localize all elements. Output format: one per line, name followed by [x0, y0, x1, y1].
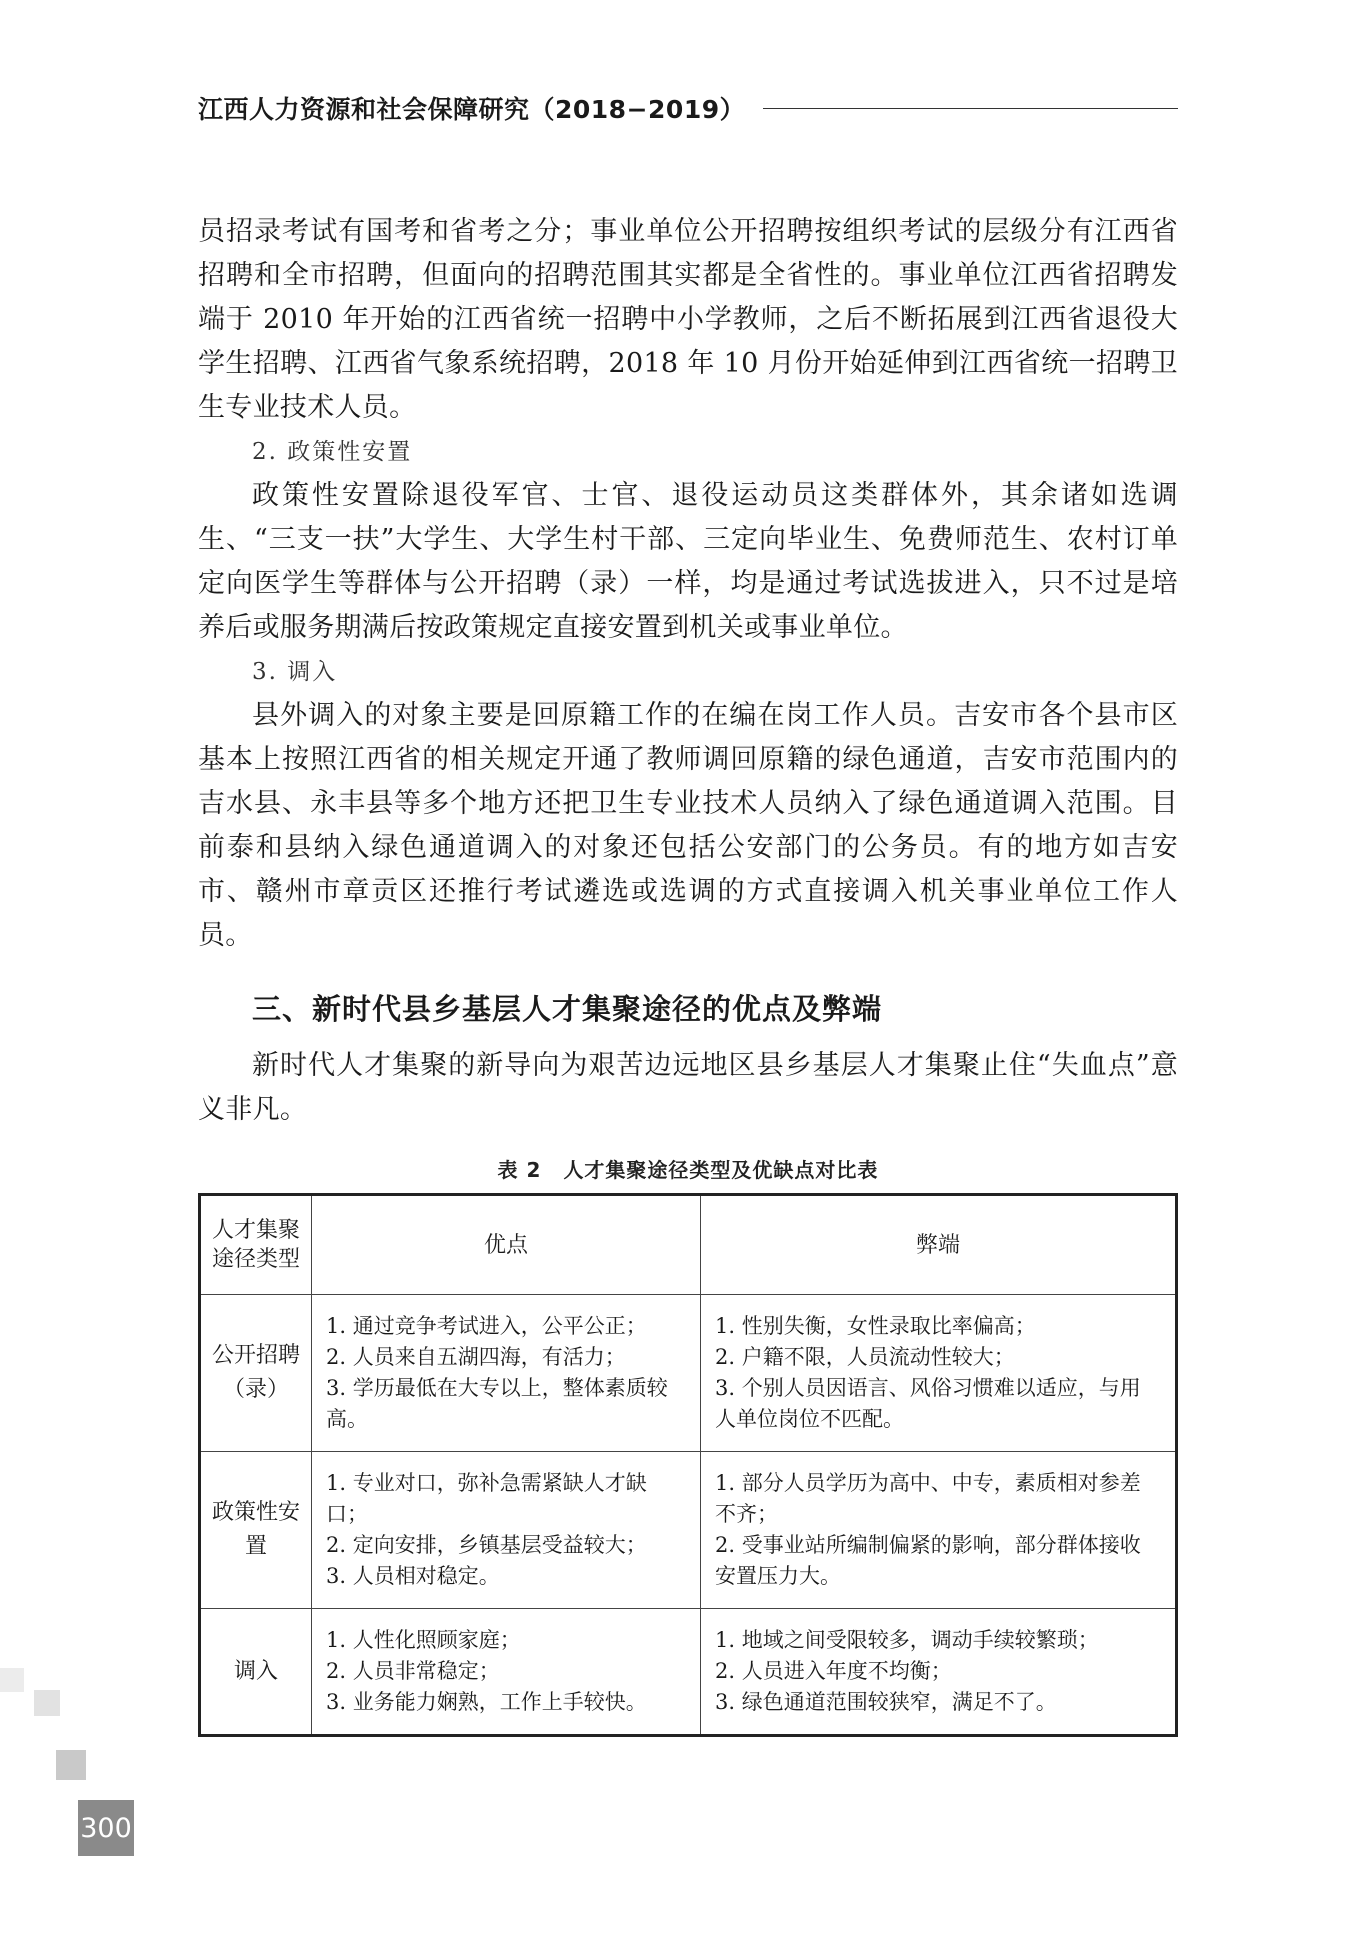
- row-type-cell: 调入: [200, 1609, 312, 1736]
- row-pros-cell: [312, 1295, 701, 1452]
- book-title: 江西人力资源和社会保障研究（2018−2019）: [198, 95, 746, 124]
- cons-item: 3. 绿色通道范围较狭窄，满足不了。: [715, 1690, 1057, 1714]
- paragraph-1: 员招录考试有国考和省考之分；事业单位公开招聘按组织考试的层级分有江西省招聘和全市招聘，但面向的招聘范围其实都是全省性的。事业单位江西省招聘发端于 2010 年开始的江西省统一招聘中小学教师，之后不断拓展到江西省退役大学生招聘、江西省气象系统招聘，2018 年 10 月份开始延伸到江西省统一招聘卫生专业技术人员。: [198, 216, 1178, 423]
- pros-item: 3. 业务能力娴熟，工作上手较快。: [326, 1690, 647, 1714]
- decorative-square: [34, 1690, 60, 1716]
- decorative-square: [56, 1750, 86, 1780]
- cons-item: 1. 性别失衡，女性录取比率偏高；: [715, 1314, 1036, 1338]
- row-cons-cell: [701, 1452, 1177, 1609]
- row-cons-cell: [701, 1609, 1177, 1736]
- subheading-policy-placement: 2. 政策性安置: [252, 439, 413, 465]
- row-cons-cell: [701, 1295, 1177, 1452]
- cons-item: 2. 人员进入年度不均衡；: [715, 1659, 952, 1683]
- table-caption-text: 人才集聚途径类型及优缺点对比表: [563, 1158, 879, 1182]
- table-header-type: 人才集聚途径类型: [200, 1195, 312, 1295]
- row-pros-cell: [312, 1609, 701, 1736]
- paragraph-4: 新时代人才集聚的新导向为艰苦边远地区县乡基层人才集聚止住“失血点”意义非凡。: [198, 1050, 1178, 1125]
- table-header-row: [200, 1195, 1177, 1295]
- page-number: 300: [78, 1800, 134, 1856]
- cons-item: 1. 部分人员学历为高中、中专，素质相对参差不齐；: [715, 1471, 1141, 1526]
- comparison-table: [198, 1193, 1178, 1737]
- pros-item: 2. 人员来自五湖四海，有活力；: [326, 1345, 626, 1369]
- pros-item: 3. 学历最低在大专以上，整体素质较高。: [326, 1376, 668, 1431]
- pros-item: 1. 人性化照顾家庭；: [326, 1628, 521, 1652]
- cons-item: 2. 受事业站所编制偏紧的影响，部分群体接收安置压力大。: [715, 1533, 1141, 1588]
- cons-item: 3. 个别人员因语言、风俗习惯难以适应，与用人单位岗位不匹配。: [715, 1376, 1141, 1431]
- row-type-cell: 公开招聘（录）: [200, 1295, 312, 1452]
- header-rule: [763, 108, 1178, 109]
- row-type-cell: 政策性安置: [200, 1452, 312, 1609]
- table-caption: [198, 1154, 1178, 1183]
- pros-item: 1. 通过竞争考试进入，公平公正；: [326, 1314, 647, 1338]
- table-header-cons: 弊端: [701, 1195, 1177, 1295]
- pros-item: 1. 专业对口，弥补急需紧缺人才缺口；: [326, 1471, 647, 1526]
- paragraph-3: 县外调入的对象主要是回原籍工作的在编在岗工作人员。吉安市各个县市区基本上按照江西省的相关规定开通了教师调回原籍的绿色通道，吉安市范围内的吉水县、永丰县等多个地方还把卫生专业技术人员纳入了绿色通道调入范围。目前泰和县纳入绿色通道调入的对象还包括公安部门的公务员。有的地方如吉安市、赣州市章贡区还推行考试遴选或选调的方式直接调入机关事业单位工作人员。: [198, 700, 1178, 951]
- pros-item: 2. 定向安排，乡镇基层受益较大；: [326, 1533, 647, 1557]
- table-row: [200, 1452, 1177, 1609]
- pros-item: 3. 人员相对稳定。: [326, 1564, 500, 1588]
- paragraph-2: 政策性安置除退役军官、士官、退役运动员这类群体外，其余诸如选调生、“三支一扶”大学生、大学生村干部、三定向毕业生、免费师范生、农村订单定向医学生等群体与公开招聘（录）一样，均是通过考试选拔进入，只不过是培养后或服务期满后按政策规定直接安置到机关或事业单位。: [198, 480, 1178, 643]
- subheading-transfer: 3. 调入: [252, 659, 338, 685]
- cons-item: 2. 户籍不限，人员流动性较大；: [715, 1345, 1015, 1369]
- decorative-square: [0, 1668, 24, 1692]
- cons-item: 1. 地域之间受限较多，调动手续较繁琐；: [715, 1628, 1099, 1652]
- pros-item: 2. 人员非常稳定；: [326, 1659, 500, 1683]
- table-caption-number: 表 2: [497, 1158, 542, 1182]
- section-title: 三、新时代县乡基层人才集聚途径的优点及弊端: [252, 992, 883, 1026]
- running-header: [198, 90, 1178, 126]
- row-pros-cell: [312, 1452, 701, 1609]
- page-body: [198, 210, 1178, 1737]
- table-row: [200, 1609, 1177, 1736]
- table-header-pros: 优点: [312, 1195, 701, 1295]
- table-row: [200, 1295, 1177, 1452]
